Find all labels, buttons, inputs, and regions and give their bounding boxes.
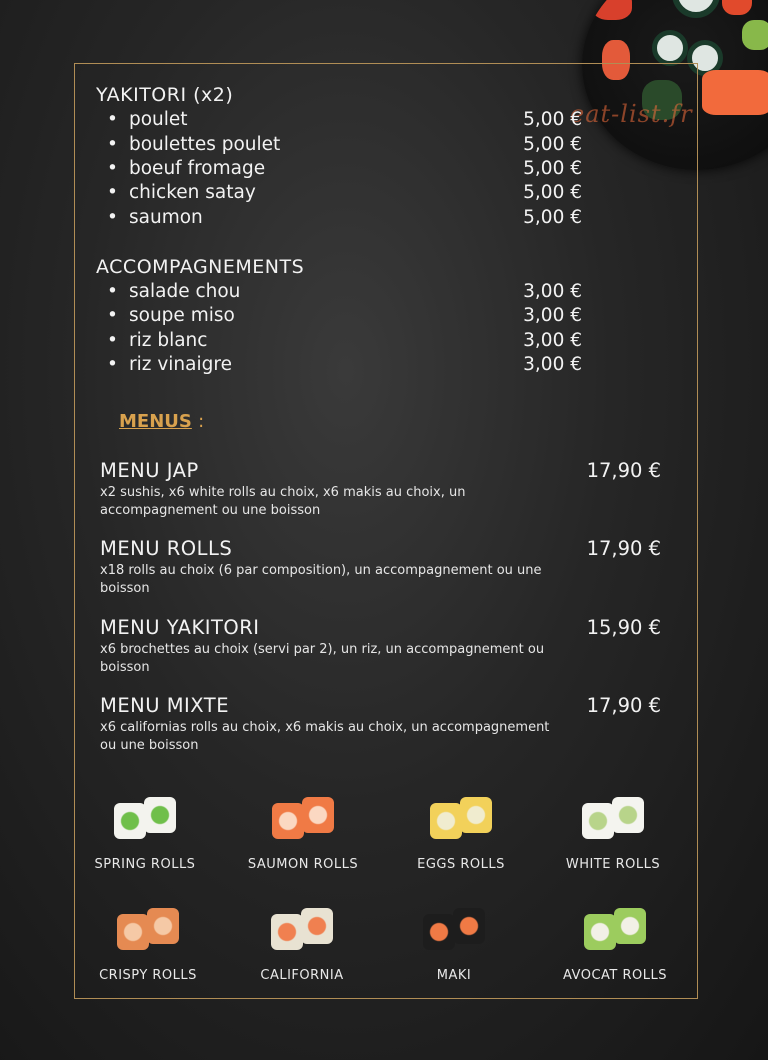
- item-name: chicken satay: [129, 182, 256, 203]
- menu-title: MENU JAP: [100, 459, 199, 482]
- item-name: salade chou: [129, 281, 241, 302]
- yakitori-item: [107, 109, 582, 133]
- bullet-icon: •: [107, 305, 118, 326]
- bullet-icon: •: [107, 182, 118, 203]
- item-price: 5,00 €: [523, 207, 582, 228]
- roll-label: SAUMON ROLLS: [247, 857, 359, 872]
- roll-label: SPRING ROLLS: [94, 857, 196, 872]
- menu-price: 17,90 €: [586, 694, 661, 717]
- roll-label: AVOCAT ROLLS: [563, 968, 667, 983]
- item-price: 3,00 €: [523, 281, 582, 302]
- roll-item: [227, 906, 377, 983]
- bullet-icon: •: [107, 330, 118, 351]
- roll-item: [386, 795, 536, 872]
- accompagnement-item: [107, 305, 582, 329]
- roll-item: [540, 906, 690, 983]
- roll-item: [379, 906, 529, 983]
- bullet-icon: •: [107, 207, 118, 228]
- menus-heading: [119, 411, 204, 432]
- bullet-icon: •: [107, 109, 118, 130]
- item-price: 5,00 €: [523, 109, 582, 130]
- sushi-piece: [582, 803, 614, 839]
- sushi-piece: [117, 914, 149, 950]
- avocat-roll-image: [570, 906, 660, 954]
- sushi-piece: [612, 797, 644, 833]
- accompagnements-section-title: ACCOMPAGNEMENTS: [96, 256, 305, 278]
- item-name: boeuf fromage: [129, 158, 266, 179]
- item-price: 5,00 €: [523, 158, 582, 179]
- bullet-icon: •: [107, 354, 118, 375]
- spring-roll-image: [100, 795, 190, 843]
- yakitori-section-title: YAKITORI (x2): [96, 84, 234, 106]
- item-name: saumon: [129, 207, 203, 228]
- sushi-piece: [614, 908, 646, 944]
- menu-card: [100, 459, 665, 520]
- menu-title: MENU YAKITORI: [100, 616, 260, 639]
- menu-price: 17,90 €: [586, 459, 661, 482]
- menu-title: MENU ROLLS: [100, 537, 233, 560]
- sushi-piece: [271, 914, 303, 950]
- bullet-icon: •: [107, 281, 118, 302]
- sushi-piece: [430, 803, 462, 839]
- roll-label: MAKI: [436, 968, 472, 983]
- watermark-text: eat-list.fr: [570, 100, 693, 128]
- item-name: riz blanc: [129, 330, 208, 351]
- menu-description: x2 sushis, x6 white rolls au choix, x6 makis au choix, un accompagnement ou une boisson: [100, 485, 466, 518]
- sushi-piece: [272, 803, 304, 839]
- roll-item: [228, 795, 378, 872]
- roll-item: [538, 795, 688, 872]
- bullet-icon: •: [107, 134, 118, 155]
- yakitori-item: [107, 182, 582, 206]
- menu-card: [100, 616, 665, 677]
- item-price: 5,00 €: [523, 182, 582, 203]
- menu-price: 15,90 €: [586, 616, 661, 639]
- saumon-roll-image: [258, 795, 348, 843]
- roll-item: [73, 906, 223, 983]
- menu-description: x6 brochettes au choix (servi par 2), un riz, un accompagnement ou boisson: [100, 642, 545, 675]
- menus-heading-colon: :: [198, 411, 205, 432]
- item-name: riz vinaigre: [129, 354, 232, 375]
- bullet-icon: •: [107, 158, 118, 179]
- menu-description: x18 rolls au choix (6 par composition), un accompagnement ou une boisson: [100, 563, 542, 596]
- white-roll-image: [568, 795, 658, 843]
- sushi-piece: [460, 797, 492, 833]
- menu-card: [100, 694, 665, 755]
- roll-label: CALIFORNIA: [260, 968, 344, 983]
- sushi-piece: [302, 797, 334, 833]
- sushi-piece: [423, 914, 455, 950]
- maki-image: [409, 906, 499, 954]
- roll-label: EGGS ROLLS: [417, 857, 505, 872]
- crispy-roll-image: [103, 906, 193, 954]
- sushi-piece: [301, 908, 333, 944]
- roll-label: WHITE ROLLS: [565, 857, 661, 872]
- roll-label: CRISPY ROLLS: [99, 968, 197, 983]
- yakitori-item: [107, 158, 582, 182]
- sushi-piece: [453, 908, 485, 944]
- sushi-piece: [144, 797, 176, 833]
- eggs-roll-image: [416, 795, 506, 843]
- item-name: boulettes poulet: [129, 134, 281, 155]
- menu-description: x6 californias rolls au choix, x6 makis au choix, un accompagnement ou une boisson: [100, 720, 550, 753]
- sushi-piece: [147, 908, 179, 944]
- item-price: 3,00 €: [523, 354, 582, 375]
- roll-item: [70, 795, 220, 872]
- item-name: soupe miso: [129, 305, 235, 326]
- accompagnement-item: [107, 330, 582, 354]
- item-name: poulet: [129, 109, 188, 130]
- yakitori-item: [107, 207, 582, 231]
- item-price: 3,00 €: [523, 330, 582, 351]
- accompagnement-item: [107, 354, 582, 378]
- item-price: 3,00 €: [523, 305, 582, 326]
- item-price: 5,00 €: [523, 134, 582, 155]
- sushi-piece: [584, 914, 616, 950]
- menu-card: [100, 537, 665, 598]
- california-roll-image: [257, 906, 347, 954]
- sushi-piece: [114, 803, 146, 839]
- accompagnement-item: [107, 281, 582, 305]
- menus-heading-text: MENUS: [119, 411, 192, 432]
- menu-title: MENU MIXTE: [100, 694, 230, 717]
- yakitori-item: [107, 134, 582, 158]
- menu-price: 17,90 €: [586, 537, 661, 560]
